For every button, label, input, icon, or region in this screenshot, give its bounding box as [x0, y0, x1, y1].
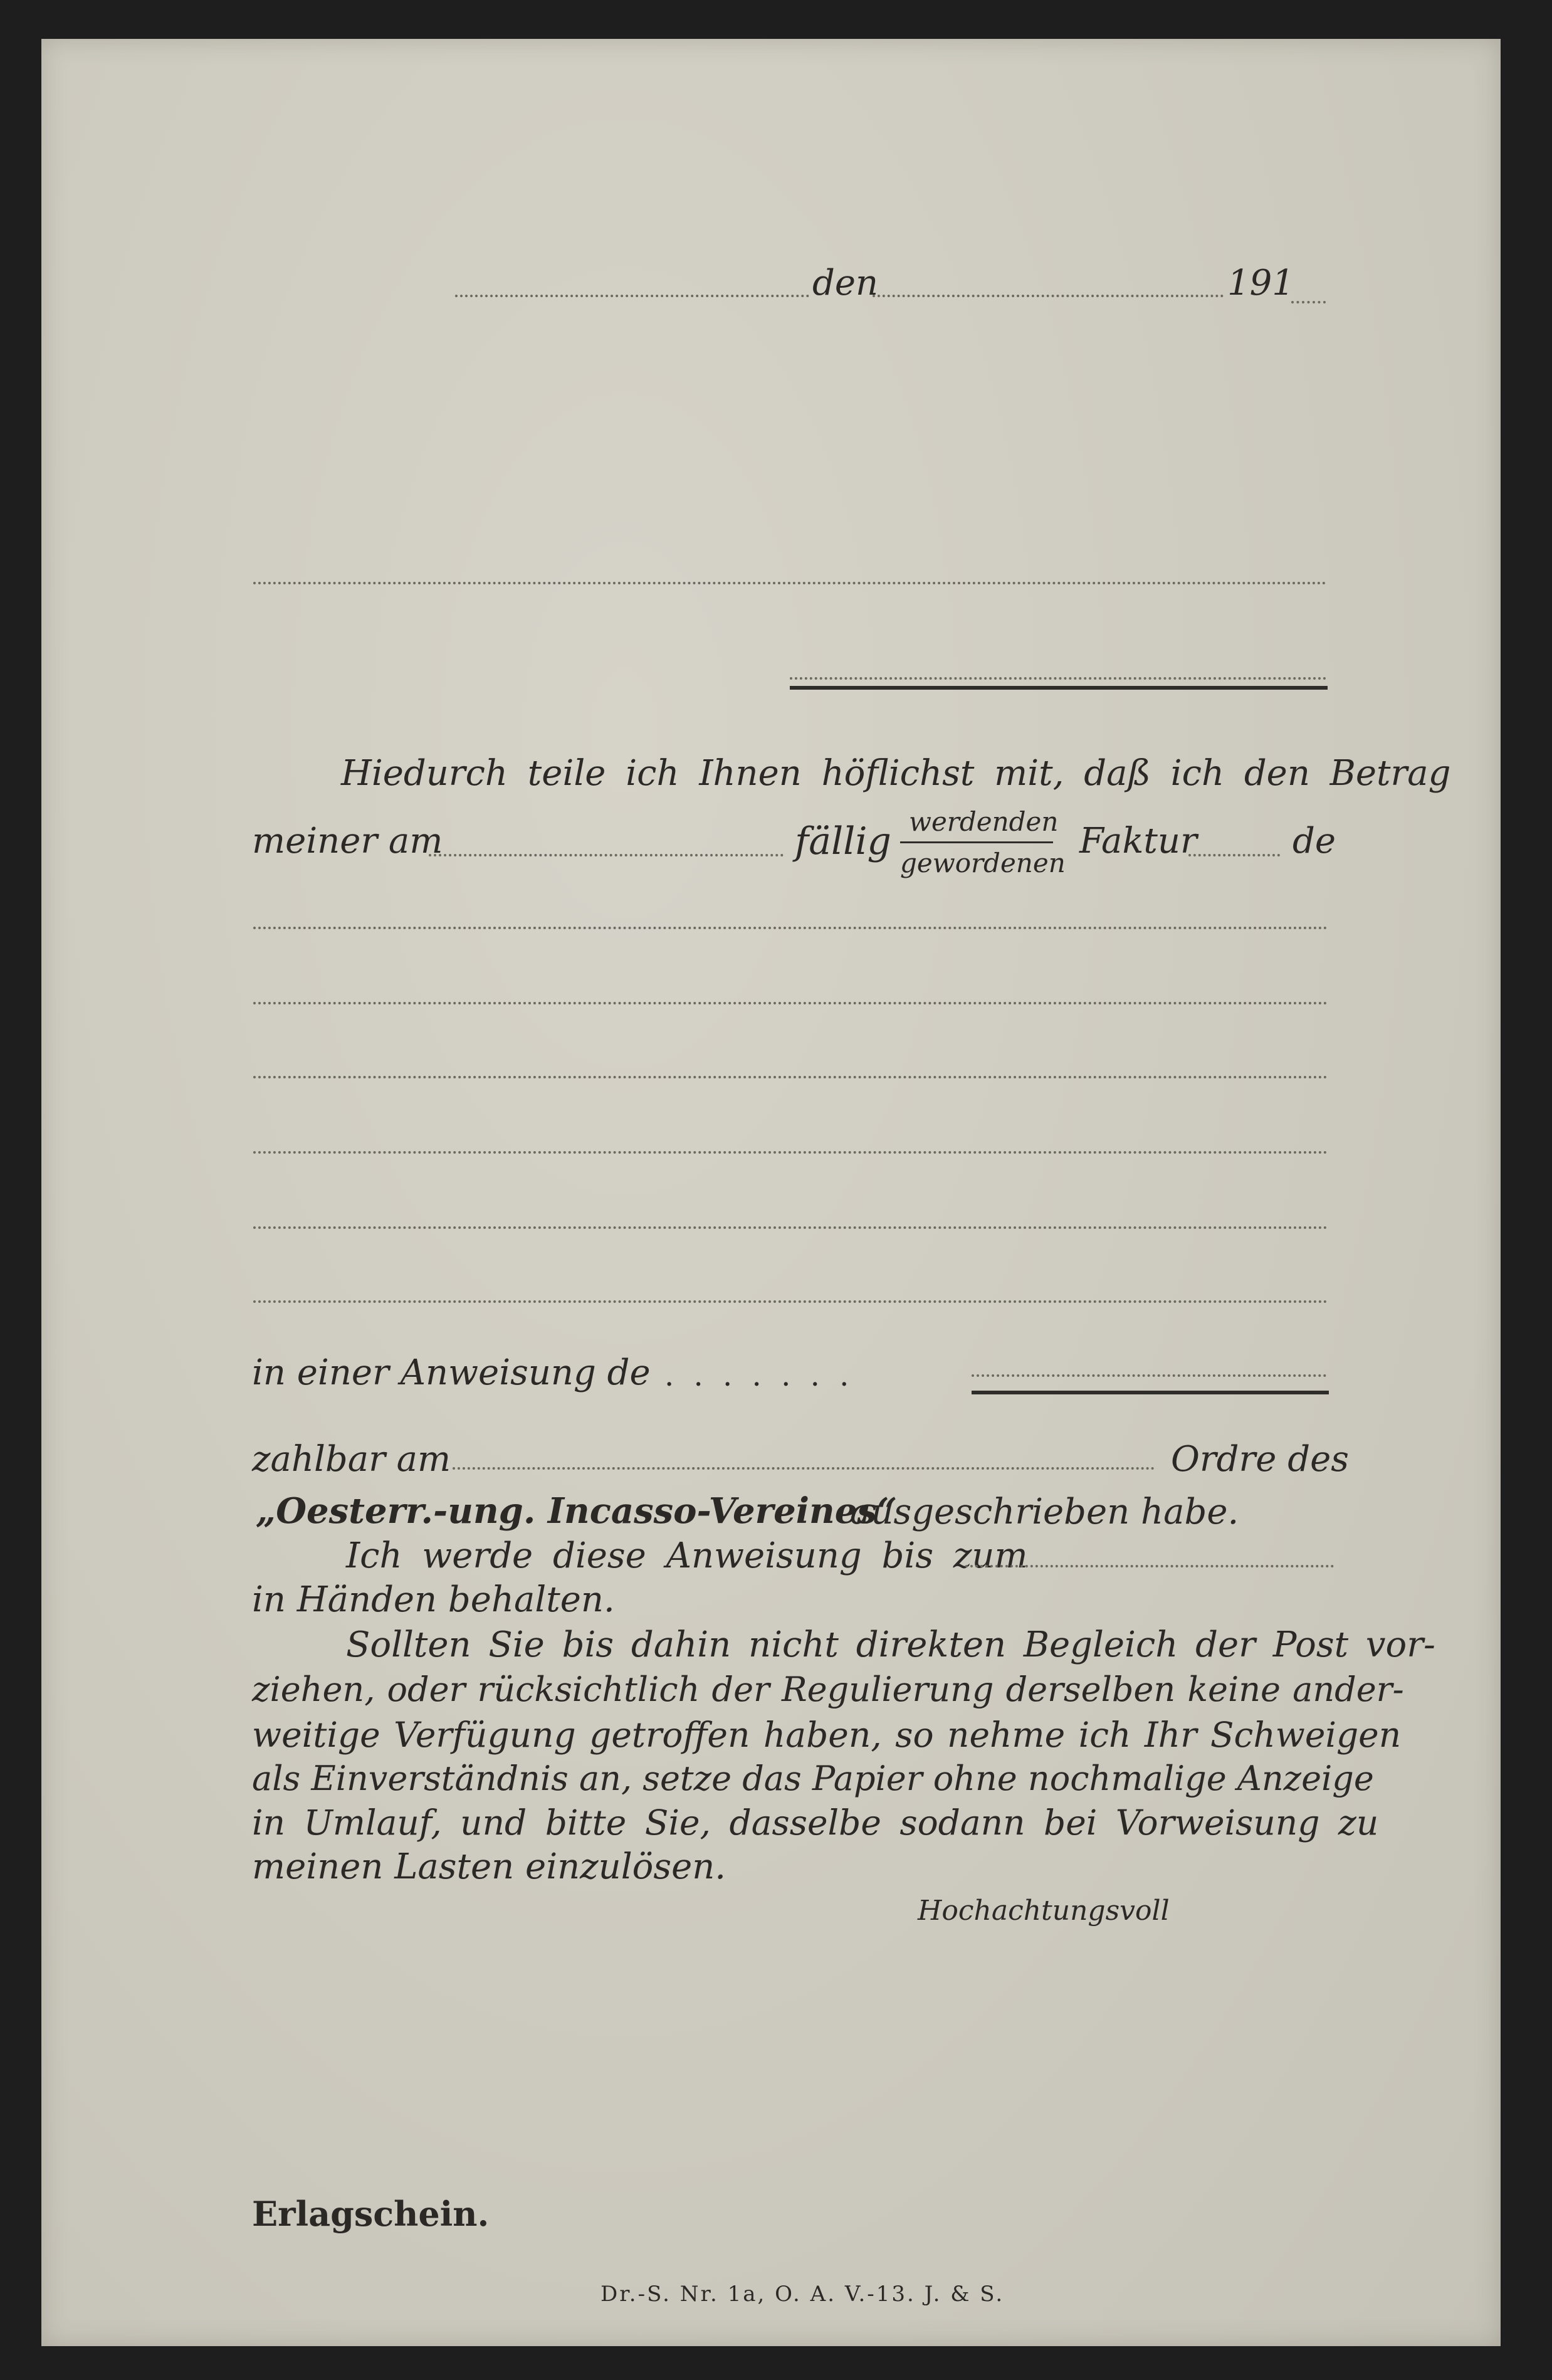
gewordenen-label: gewordenen — [900, 848, 1066, 878]
detail-line-5[interactable] — [253, 1226, 1328, 1229]
behalten-line-2: in Händen behalten. — [252, 1579, 615, 1620]
den-label: den — [812, 263, 879, 303]
para-line-4: als Einverständnis an, setze das Papier ohne nochmalige Anzeige — [252, 1759, 1374, 1798]
amount-field[interactable] — [972, 1374, 1326, 1377]
detail-line-4[interactable] — [253, 1151, 1328, 1154]
detail-line-3[interactable] — [253, 1076, 1328, 1078]
faellig-label: fällig — [795, 819, 891, 863]
year-suffix-field[interactable] — [1291, 301, 1326, 303]
meiner-am-label: meiner am — [252, 821, 443, 861]
year-label: 191 — [1227, 263, 1294, 303]
amount-rule — [972, 1391, 1329, 1394]
address-field-2[interactable] — [790, 677, 1326, 680]
zahlbar-am-label: zahlbar am — [252, 1439, 451, 1480]
body-line-1: Hiedurch teile ich Ihnen höflichst mit, daß ich den Betrag — [341, 753, 1451, 794]
detail-line-6[interactable] — [253, 1300, 1328, 1303]
ausgeschrieben-label: ausgeschrieben habe. — [850, 1492, 1239, 1532]
ordre-des-label: Ordre des — [1171, 1439, 1349, 1480]
para-line-6: meinen Lasten einzulösen. — [252, 1846, 726, 1887]
place-field[interactable] — [455, 295, 809, 297]
due-date-field[interactable] — [429, 854, 784, 856]
address-rule — [790, 686, 1328, 690]
verein-name: „Oesterr.-ung. Incasso-Vereines“ — [256, 1490, 898, 1532]
hold-until-field[interactable] — [965, 1565, 1334, 1567]
fraction-bar — [900, 841, 1053, 843]
faktur-label: Faktur — [1079, 821, 1197, 861]
para-line-1: Sollten Sie bis dahin nicht direkten Begleich der Post vor- — [346, 1624, 1435, 1665]
detail-line-2[interactable] — [253, 1002, 1328, 1004]
para-line-5: in Umlauf, und bitte Sie, dasselbe sodann bei Vorweisung zu — [252, 1803, 1379, 1843]
address-field-1[interactable] — [253, 582, 1326, 584]
werdenden-label: werdenden — [909, 806, 1059, 837]
anweisung-dots: . . . . . . . — [664, 1358, 854, 1393]
anweisung-label: in einer Anweisung de — [252, 1352, 651, 1393]
closing-label: Hochachtungsvoll — [918, 1895, 1170, 1927]
form-paper — [41, 39, 1501, 2346]
para-line-3: weitige Verfügung getroffen haben, so nehme ich Ihr Schweigen — [252, 1715, 1402, 1755]
behalten-line-1: Ich werde diese Anweisung bis zum — [346, 1535, 1028, 1576]
para-line-2: ziehen, oder rücksichtlich der Regulierung derselben keine ander- — [252, 1670, 1404, 1709]
payable-date-field[interactable] — [453, 1467, 1155, 1470]
de-label: de — [1292, 821, 1336, 861]
faktur-field[interactable] — [1188, 854, 1280, 856]
date-field[interactable] — [873, 295, 1224, 297]
erlagschein-title: Erlagschein. — [252, 2194, 490, 2234]
print-mark: Dr.-S. Nr. 1a, O. A. V.-13. J. & S. — [600, 2282, 1005, 2307]
detail-line-1[interactable] — [253, 927, 1328, 929]
